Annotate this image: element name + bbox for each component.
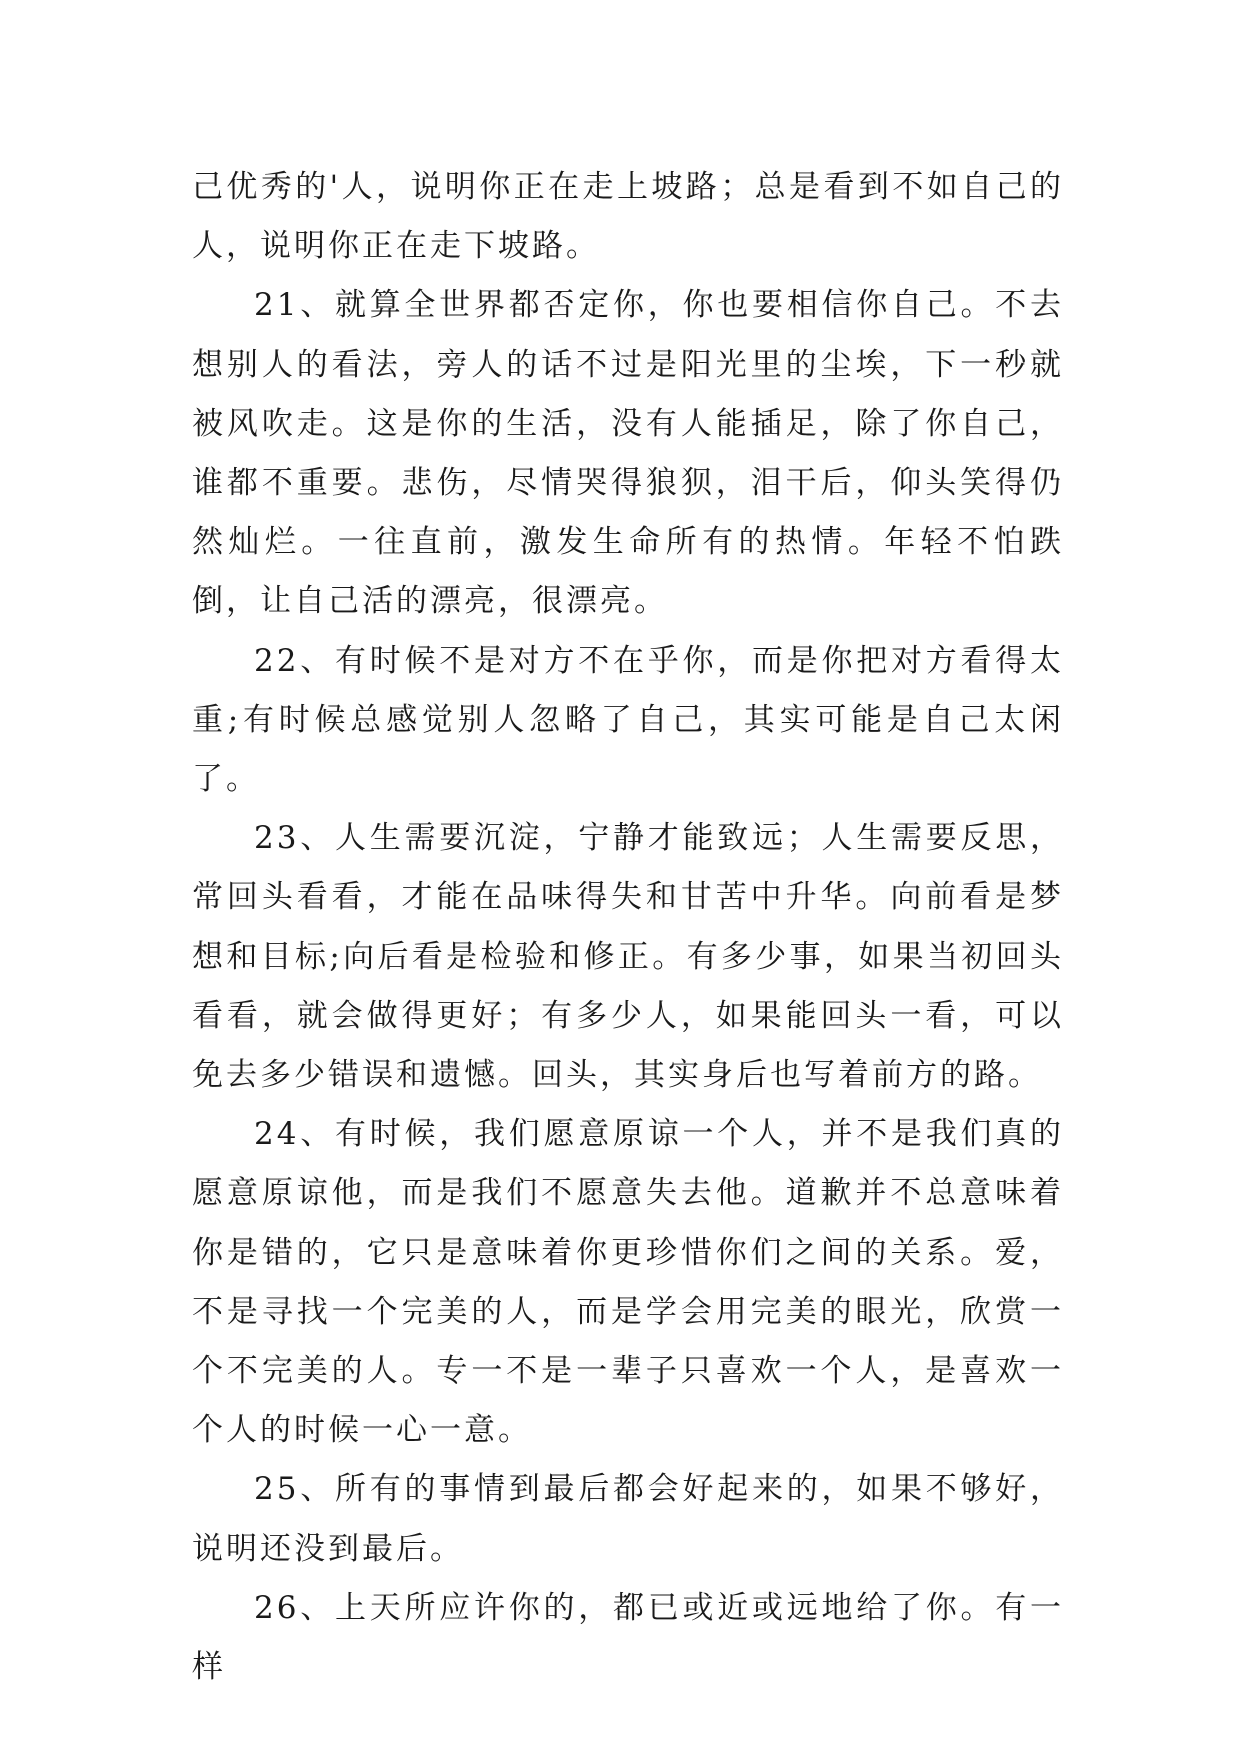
paragraph-23: 23、人生需要沉淀，宁静才能致远；人生需要反思，常回头看看，才能在品味得失和甘苦中升华。向前看是梦想和目标;向后看是检验和修正。有多少事，如果当初回头看看，就会做得更好；有多少人，如果能回头一看，可以免去多少错误和遗憾。回头，其实身后也写着前方的路。: [192, 820, 1064, 1094]
paragraph-24: 24、有时候，我们愿意原谅一个人，并不是我们真的愿意原谅他，而是我们不愿意失去他。道歉并不总意味着你是错的，它只是意味着你更珍惜你们之间的关系。爱，不是寻找一个完美的人，而是学会用完美的眼光，欣赏一个不完美的人。专一不是一辈子只喜欢一个人，是喜欢一个人的时候一心一意。: [192, 1116, 1064, 1449]
paragraph-21: 21、就算全世界都否定你，你也要相信你自己。不去想别人的看法，旁人的话不过是阳光里的尘埃，下一秒就被风吹走。这是你的生活，没有人能插足，除了你自己，谁都不重要。悲伤，尽情哭得狼狈，泪干后，仰头笑得仍然灿烂。一往直前，激发生命所有的热情。年轻不怕跌倒，让自己活的漂亮，很漂亮。: [192, 287, 1064, 620]
paragraph-22: 22、有时候不是对方不在乎你，而是你把对方看得太重;有时候总感觉别人忽略了自己，其实可能是自己太闲了。: [192, 642, 1064, 798]
paragraph-25: 25、所有的事情到最后都会好起来的，如果不够好，说明还没到最后。: [192, 1471, 1064, 1567]
paragraph-20-continuation: 己优秀的'人，说明你正在走上坡路；总是看到不如自己的人，说明你正在走下坡路。: [192, 169, 1064, 265]
paragraph-26: 26、上天所应许你的，都已或近或远地给了你。有一样: [192, 1589, 1064, 1686]
document-body: [192, 158, 1064, 1697]
